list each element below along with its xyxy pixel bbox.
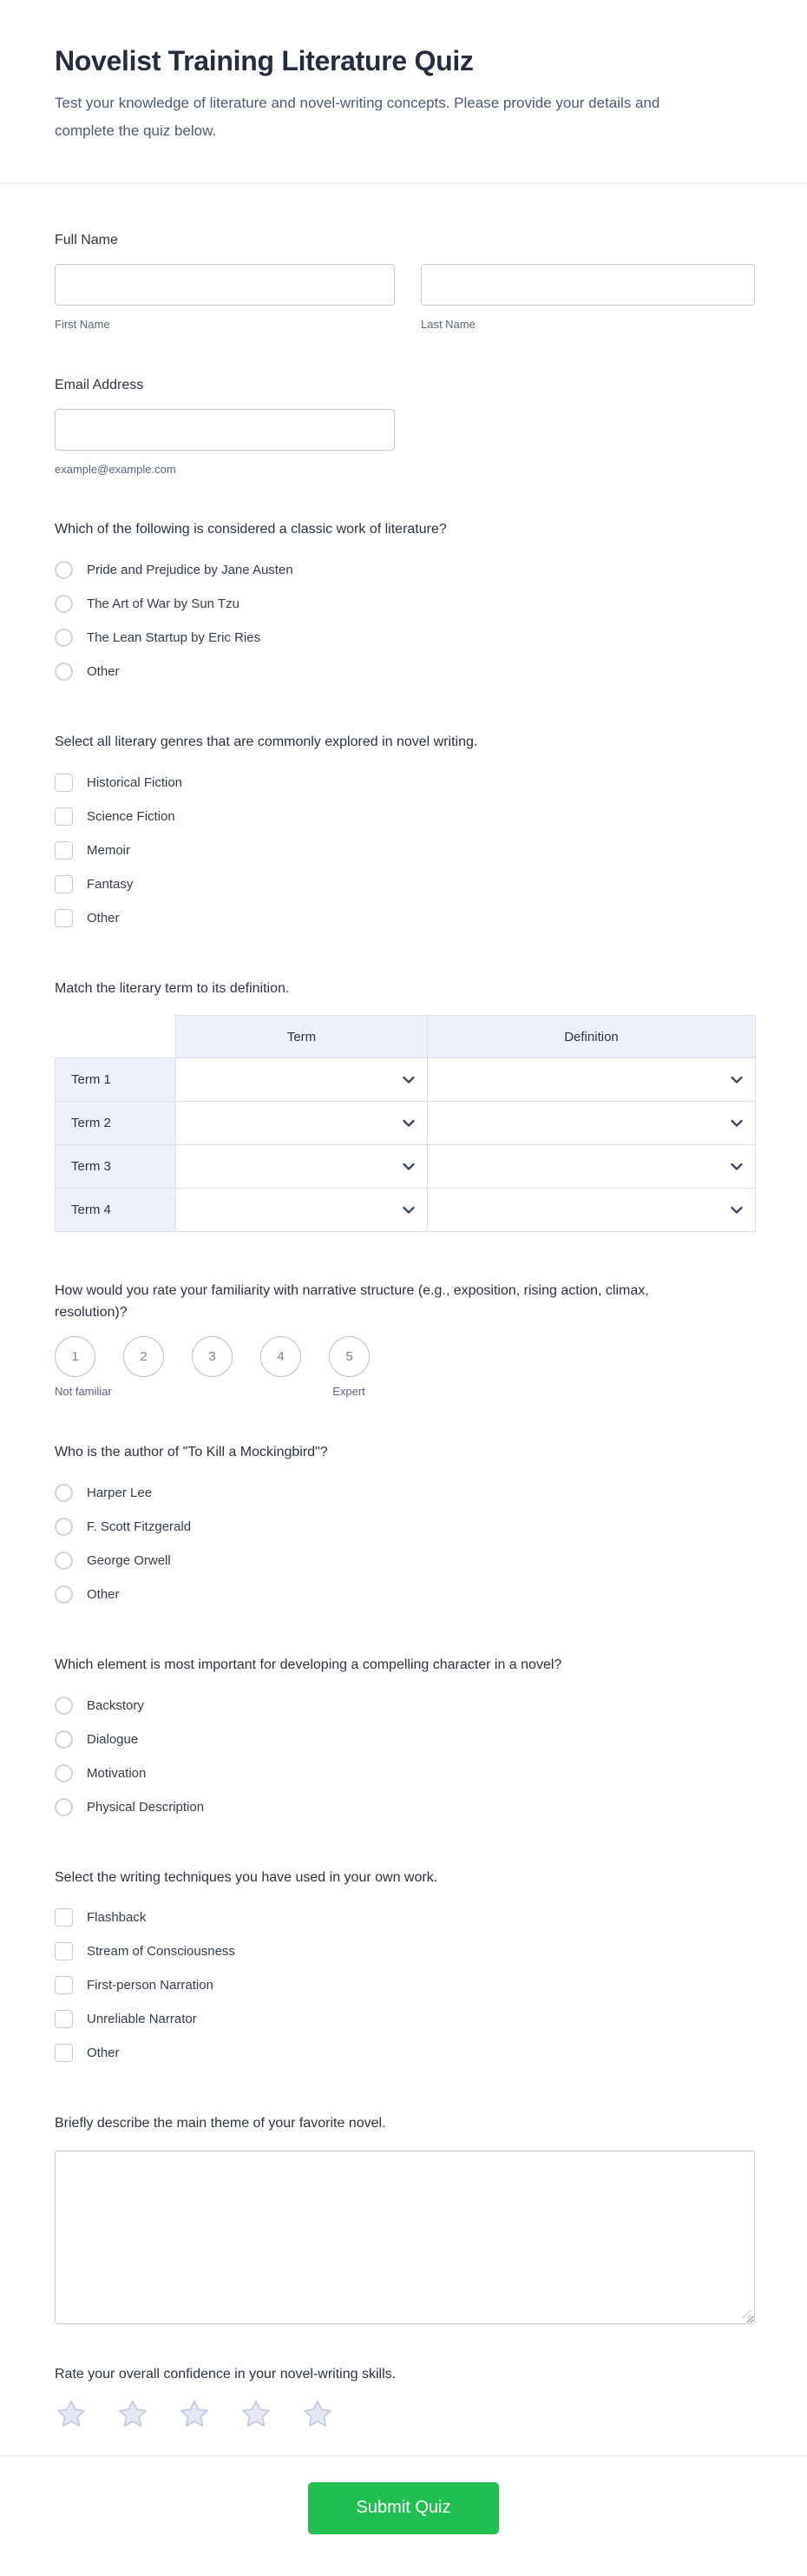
radio-option[interactable] — [55, 1578, 752, 1611]
star-icon[interactable] — [55, 2398, 88, 2431]
checkbox-option[interactable] — [55, 766, 752, 800]
field-email — [55, 378, 752, 476]
checkbox-option[interactable] — [55, 800, 752, 833]
radio-option[interactable] — [55, 553, 752, 587]
page-title: Novelist Training Literature Quiz — [55, 45, 474, 76]
checkbox-option[interactable] — [55, 901, 752, 935]
scale-option-4[interactable]: 4 — [260, 1336, 301, 1377]
form-subtitle: Test your knowledge of literature and novel-writing concepts. Please provide your details and complete the quiz below. — [55, 95, 660, 139]
checkbox-icon[interactable] — [55, 807, 73, 826]
term-dropdown[interactable] — [176, 1102, 428, 1145]
question-match-terms — [55, 978, 752, 1233]
question-genres — [55, 732, 752, 935]
question-classic-work — [55, 519, 752, 688]
radio-option-label: Dialogue — [87, 1731, 139, 1747]
checkbox-icon[interactable] — [55, 909, 73, 927]
radio-icon[interactable] — [55, 1518, 73, 1536]
checkbox-icon[interactable] — [55, 875, 73, 893]
checkbox-option-label: Unreliable Narrator — [87, 2012, 197, 2027]
radio-option-label: Backstory — [87, 1697, 144, 1713]
radio-option[interactable] — [55, 655, 752, 688]
definition-dropdown[interactable] — [428, 1058, 756, 1102]
row-header: Term 4 — [56, 1189, 176, 1232]
chevron-down-icon — [403, 1119, 415, 1127]
scale-max-label: Expert — [332, 1384, 365, 1398]
definition-dropdown[interactable] — [428, 1189, 756, 1232]
checkbox-option-label: First-person Narration — [87, 1978, 213, 1993]
last-name-sublabel: Last Name — [421, 318, 476, 331]
star-icon[interactable] — [116, 2398, 149, 2431]
question-label: Rate your overall confidence in your novel-writing skills. — [55, 2367, 397, 2382]
scale-option-5[interactable]: 5 — [329, 1336, 370, 1377]
checkbox-option[interactable] — [55, 1968, 752, 2002]
radio-icon[interactable] — [55, 1730, 73, 1749]
checkbox-option-label: Fantasy — [87, 876, 134, 892]
question-theme — [55, 2113, 752, 2324]
definition-dropdown[interactable] — [428, 1145, 756, 1189]
radio-option-label: The Lean Startup by Eric Ries — [87, 629, 261, 645]
first-name-group — [55, 264, 395, 331]
radio-icon[interactable] — [55, 561, 73, 579]
checkbox-icon[interactable] — [55, 2044, 73, 2062]
last-name-input[interactable] — [421, 264, 755, 306]
radio-option-label: Other — [87, 663, 120, 679]
scale-option-3[interactable]: 3 — [192, 1336, 233, 1377]
chevron-down-icon — [403, 1206, 415, 1214]
chevron-down-icon — [403, 1163, 415, 1170]
question-narrative-scale — [55, 1281, 752, 1399]
table-row — [56, 1058, 756, 1102]
radio-option-label: George Orwell — [87, 1552, 171, 1568]
last-name-group — [421, 264, 755, 331]
column-header-term: Term — [176, 1016, 428, 1058]
radio-option-label: Other — [87, 1586, 120, 1602]
radio-icon[interactable] — [55, 1798, 73, 1816]
table-row — [56, 1102, 756, 1145]
question-mockingbird-author — [55, 1442, 752, 1611]
radio-option-label: F. Scott Fitzgerald — [87, 1519, 192, 1534]
checkbox-icon[interactable] — [55, 1976, 73, 1994]
checkbox-option-label: Other — [87, 910, 120, 926]
question-label: Which element is most important for developing a compelling character in a novel? — [55, 1657, 562, 1672]
checkbox-option-label: Historical Fiction — [87, 774, 183, 790]
question-label: Match the literary term to its definition. — [55, 980, 290, 996]
radio-option-label: Pride and Prejudice by Jane Austen — [87, 562, 293, 577]
term-dropdown[interactable] — [176, 1189, 428, 1232]
scale-option-1[interactable]: 1 — [55, 1336, 95, 1377]
theme-textarea[interactable] — [55, 2151, 755, 2324]
checkbox-option-label: Flashback — [87, 1910, 147, 1926]
question-label: Select all literary genres that are commonly explored in novel writing. — [55, 734, 478, 749]
radio-option[interactable] — [55, 1756, 752, 1790]
question-character-element — [55, 1655, 752, 1824]
radio-option-label: Physical Description — [87, 1799, 205, 1815]
chevron-down-icon — [731, 1076, 743, 1084]
chevron-down-icon — [731, 1163, 743, 1170]
radio-icon[interactable] — [55, 1696, 73, 1715]
radio-option[interactable] — [55, 1476, 752, 1510]
column-header-definition: Definition — [428, 1016, 756, 1058]
star-icon[interactable] — [178, 2398, 211, 2431]
form-header — [0, 0, 807, 184]
radio-option[interactable] — [55, 1723, 752, 1756]
email-input[interactable] — [55, 409, 395, 451]
term-dropdown[interactable] — [176, 1145, 428, 1189]
radio-icon[interactable] — [55, 1764, 73, 1782]
term-dropdown[interactable] — [176, 1058, 428, 1102]
checkbox-icon[interactable] — [55, 2010, 73, 2028]
first-name-sublabel: First Name — [55, 318, 110, 331]
table-row — [56, 1145, 756, 1189]
row-header: Term 3 — [56, 1145, 176, 1189]
radio-option[interactable] — [55, 1790, 752, 1824]
question-label: Select the writing techniques you have used in your own work. — [55, 1869, 438, 1885]
question-label: How would you rate your familiarity with narrative structure (e.g., exposition, rising action, climax, resolution)? — [55, 1283, 649, 1321]
chevron-down-icon — [403, 1076, 415, 1084]
radio-icon[interactable] — [55, 629, 73, 647]
radio-option[interactable] — [55, 621, 752, 655]
question-confidence — [55, 2364, 752, 2431]
checkbox-option-label: Other — [87, 2046, 120, 2061]
star-rating — [55, 2398, 752, 2431]
checkbox-option[interactable] — [55, 1901, 752, 1934]
checkbox-option[interactable] — [55, 2036, 752, 2070]
table-header-row — [56, 1016, 756, 1058]
scale-row — [55, 1336, 752, 1377]
first-name-input[interactable] — [55, 264, 395, 306]
checkbox-option-label: Stream of Consciousness — [87, 1944, 235, 1960]
radio-option-label: Harper Lee — [87, 1485, 153, 1500]
radio-option-label: Motivation — [87, 1765, 147, 1781]
star-icon[interactable] — [239, 2398, 272, 2431]
radio-option[interactable] — [55, 1689, 752, 1723]
textarea-wrap — [55, 2151, 755, 2324]
name-input-row — [55, 264, 752, 331]
checkbox-option[interactable] — [55, 867, 752, 901]
chevron-down-icon — [731, 1119, 743, 1127]
checkbox-icon[interactable] — [55, 841, 73, 860]
submit-area — [0, 2456, 807, 2576]
submit-button[interactable]: Submit Quiz — [308, 2482, 499, 2534]
radio-option[interactable] — [55, 1510, 752, 1544]
row-header: Term 2 — [56, 1102, 176, 1145]
radio-icon[interactable] — [55, 1484, 73, 1502]
radio-icon[interactable] — [55, 1585, 73, 1604]
row-header: Term 1 — [56, 1058, 176, 1102]
checkbox-option-label: Memoir — [87, 842, 131, 858]
radio-icon[interactable] — [55, 662, 73, 681]
full-name-label: Full Name — [55, 233, 118, 247]
checkbox-icon[interactable] — [55, 1942, 73, 1960]
question-techniques — [55, 1868, 752, 2071]
form-body — [0, 233, 807, 2431]
email-label: Email Address — [55, 378, 144, 392]
radio-option-label: The Art of War by Sun Tzu — [87, 596, 239, 611]
table-corner-cell — [56, 1016, 176, 1058]
definition-dropdown[interactable] — [428, 1102, 756, 1145]
scale-option-2[interactable]: 2 — [123, 1336, 164, 1377]
chevron-down-icon — [731, 1206, 743, 1214]
checkbox-option[interactable] — [55, 833, 752, 867]
scale-min-label: Not familiar — [55, 1384, 112, 1398]
radio-option[interactable] — [55, 1544, 752, 1578]
checkbox-icon[interactable] — [55, 1908, 73, 1927]
table-row — [56, 1189, 756, 1232]
checkbox-option[interactable] — [55, 1934, 752, 1968]
checkbox-icon[interactable] — [55, 774, 73, 792]
question-label: Which of the following is considered a classic work of literature? — [55, 522, 447, 537]
checkbox-option[interactable] — [55, 2002, 752, 2036]
radio-icon[interactable] — [55, 595, 73, 613]
radio-icon[interactable] — [55, 1552, 73, 1570]
field-full-name — [55, 233, 752, 331]
radio-option[interactable] — [55, 587, 752, 621]
checkbox-option-label: Science Fiction — [87, 808, 175, 824]
scale-labels — [55, 1385, 419, 1399]
question-label: Who is the author of "To Kill a Mockingbird"? — [55, 1444, 328, 1459]
matching-table — [55, 1015, 756, 1232]
question-label: Briefly describe the main theme of your favorite novel. — [55, 2116, 386, 2131]
email-sublabel: example@example.com — [55, 463, 176, 476]
star-icon[interactable] — [301, 2398, 334, 2431]
